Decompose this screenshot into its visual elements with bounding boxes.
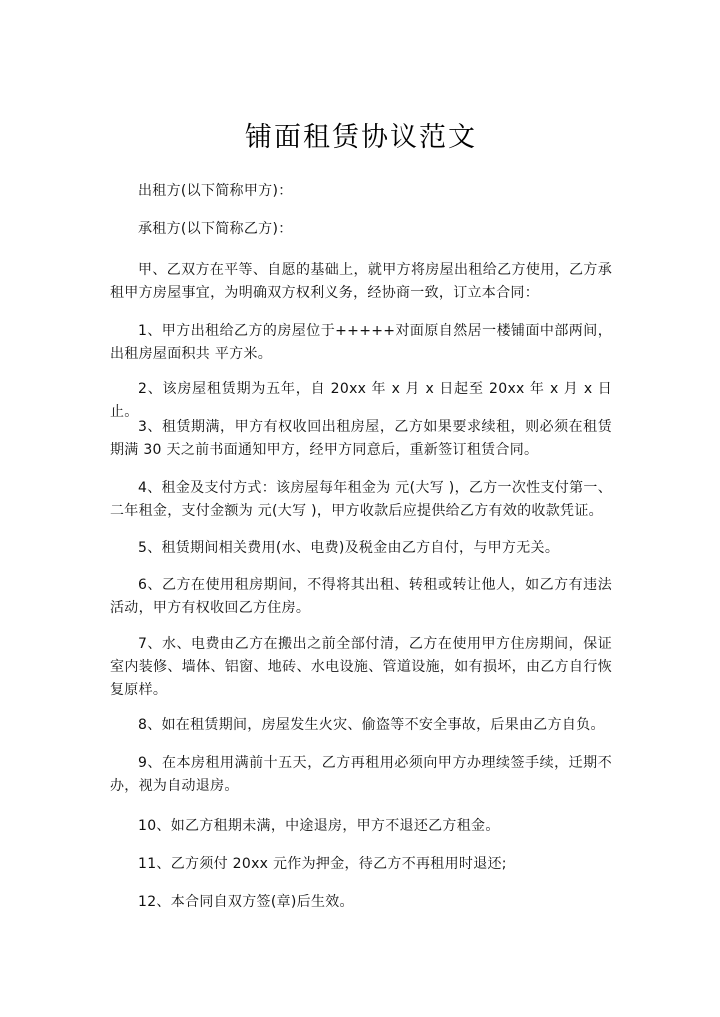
- clause-2: 2、该房屋租赁期为五年，自 20xx 年 x 月 x 日起至 20xx 年 x 月 x 日止。: [110, 381, 612, 420]
- clause-5: 5、租赁期间相关费用(水、电费)及税金由乙方自付，与甲方无关。: [138, 540, 560, 556]
- clause-4: 4、租金及支付方式：该房屋每年租金为 元(大写 )，乙方一次性支付第一、二年租金，支付金额为 元(大写 )，甲方收款后应提供给乙方有效的收款凭证。: [110, 480, 612, 519]
- clause-1: 1、甲方出租给乙方的房屋位于+++++对面原自然居一楼铺面中部两间，出租房屋面积共 平方米。: [110, 323, 612, 362]
- clause-10: 10、如乙方租期未满，中途退房，甲方不退还乙方租金。: [138, 818, 500, 834]
- lessee-line: 承租方(以下简称乙方)：: [138, 221, 293, 237]
- lessor-line: 出租方(以下简称甲方)：: [138, 183, 293, 199]
- clause-12: 12、本合同自双方签(章)后生效。: [138, 894, 354, 910]
- clause-8: 8、如在租赁期间，房屋发生火灾、偷盗等不安全事故，后果由乙方自负。: [138, 717, 605, 733]
- clause-11: 11、乙方须付 20xx 元作为押金，待乙方不再租用时退还;: [138, 856, 507, 872]
- clause-7: 7、水、电费由乙方在搬出之前全部付清，乙方在使用甲方住房期间，保证室内装修、墙体、铝窗、地砖、水电设施、管道设施，如有损坏，由乙方自行恢复原样。: [110, 636, 612, 698]
- document-title: 铺面租赁协议范文: [245, 122, 477, 153]
- clause-3: 3、租赁期满，甲方有权收回出租房屋，乙方如果要求续租，则必须在租赁期满 30 天之前书面通知甲方，经甲方同意后，重新签订租赁合同。: [110, 419, 612, 458]
- clause-6: 6、乙方在使用租房期间，不得将其出租、转租或转让他人，如乙方有违法活动，甲方有权收回乙方住房。: [110, 577, 612, 616]
- preamble-paragraph: 甲、乙双方在平等、自愿的基础上，就甲方将房屋出租给乙方使用，乙方承租甲方房屋事宜，为明确双方权利义务，经协商一致，订立本合同：: [110, 262, 612, 301]
- clause-9: 9、在本房租用满前十五天，乙方再租用必须向甲方办理续签手续，迁期不办，视为自动退房。: [110, 755, 612, 794]
